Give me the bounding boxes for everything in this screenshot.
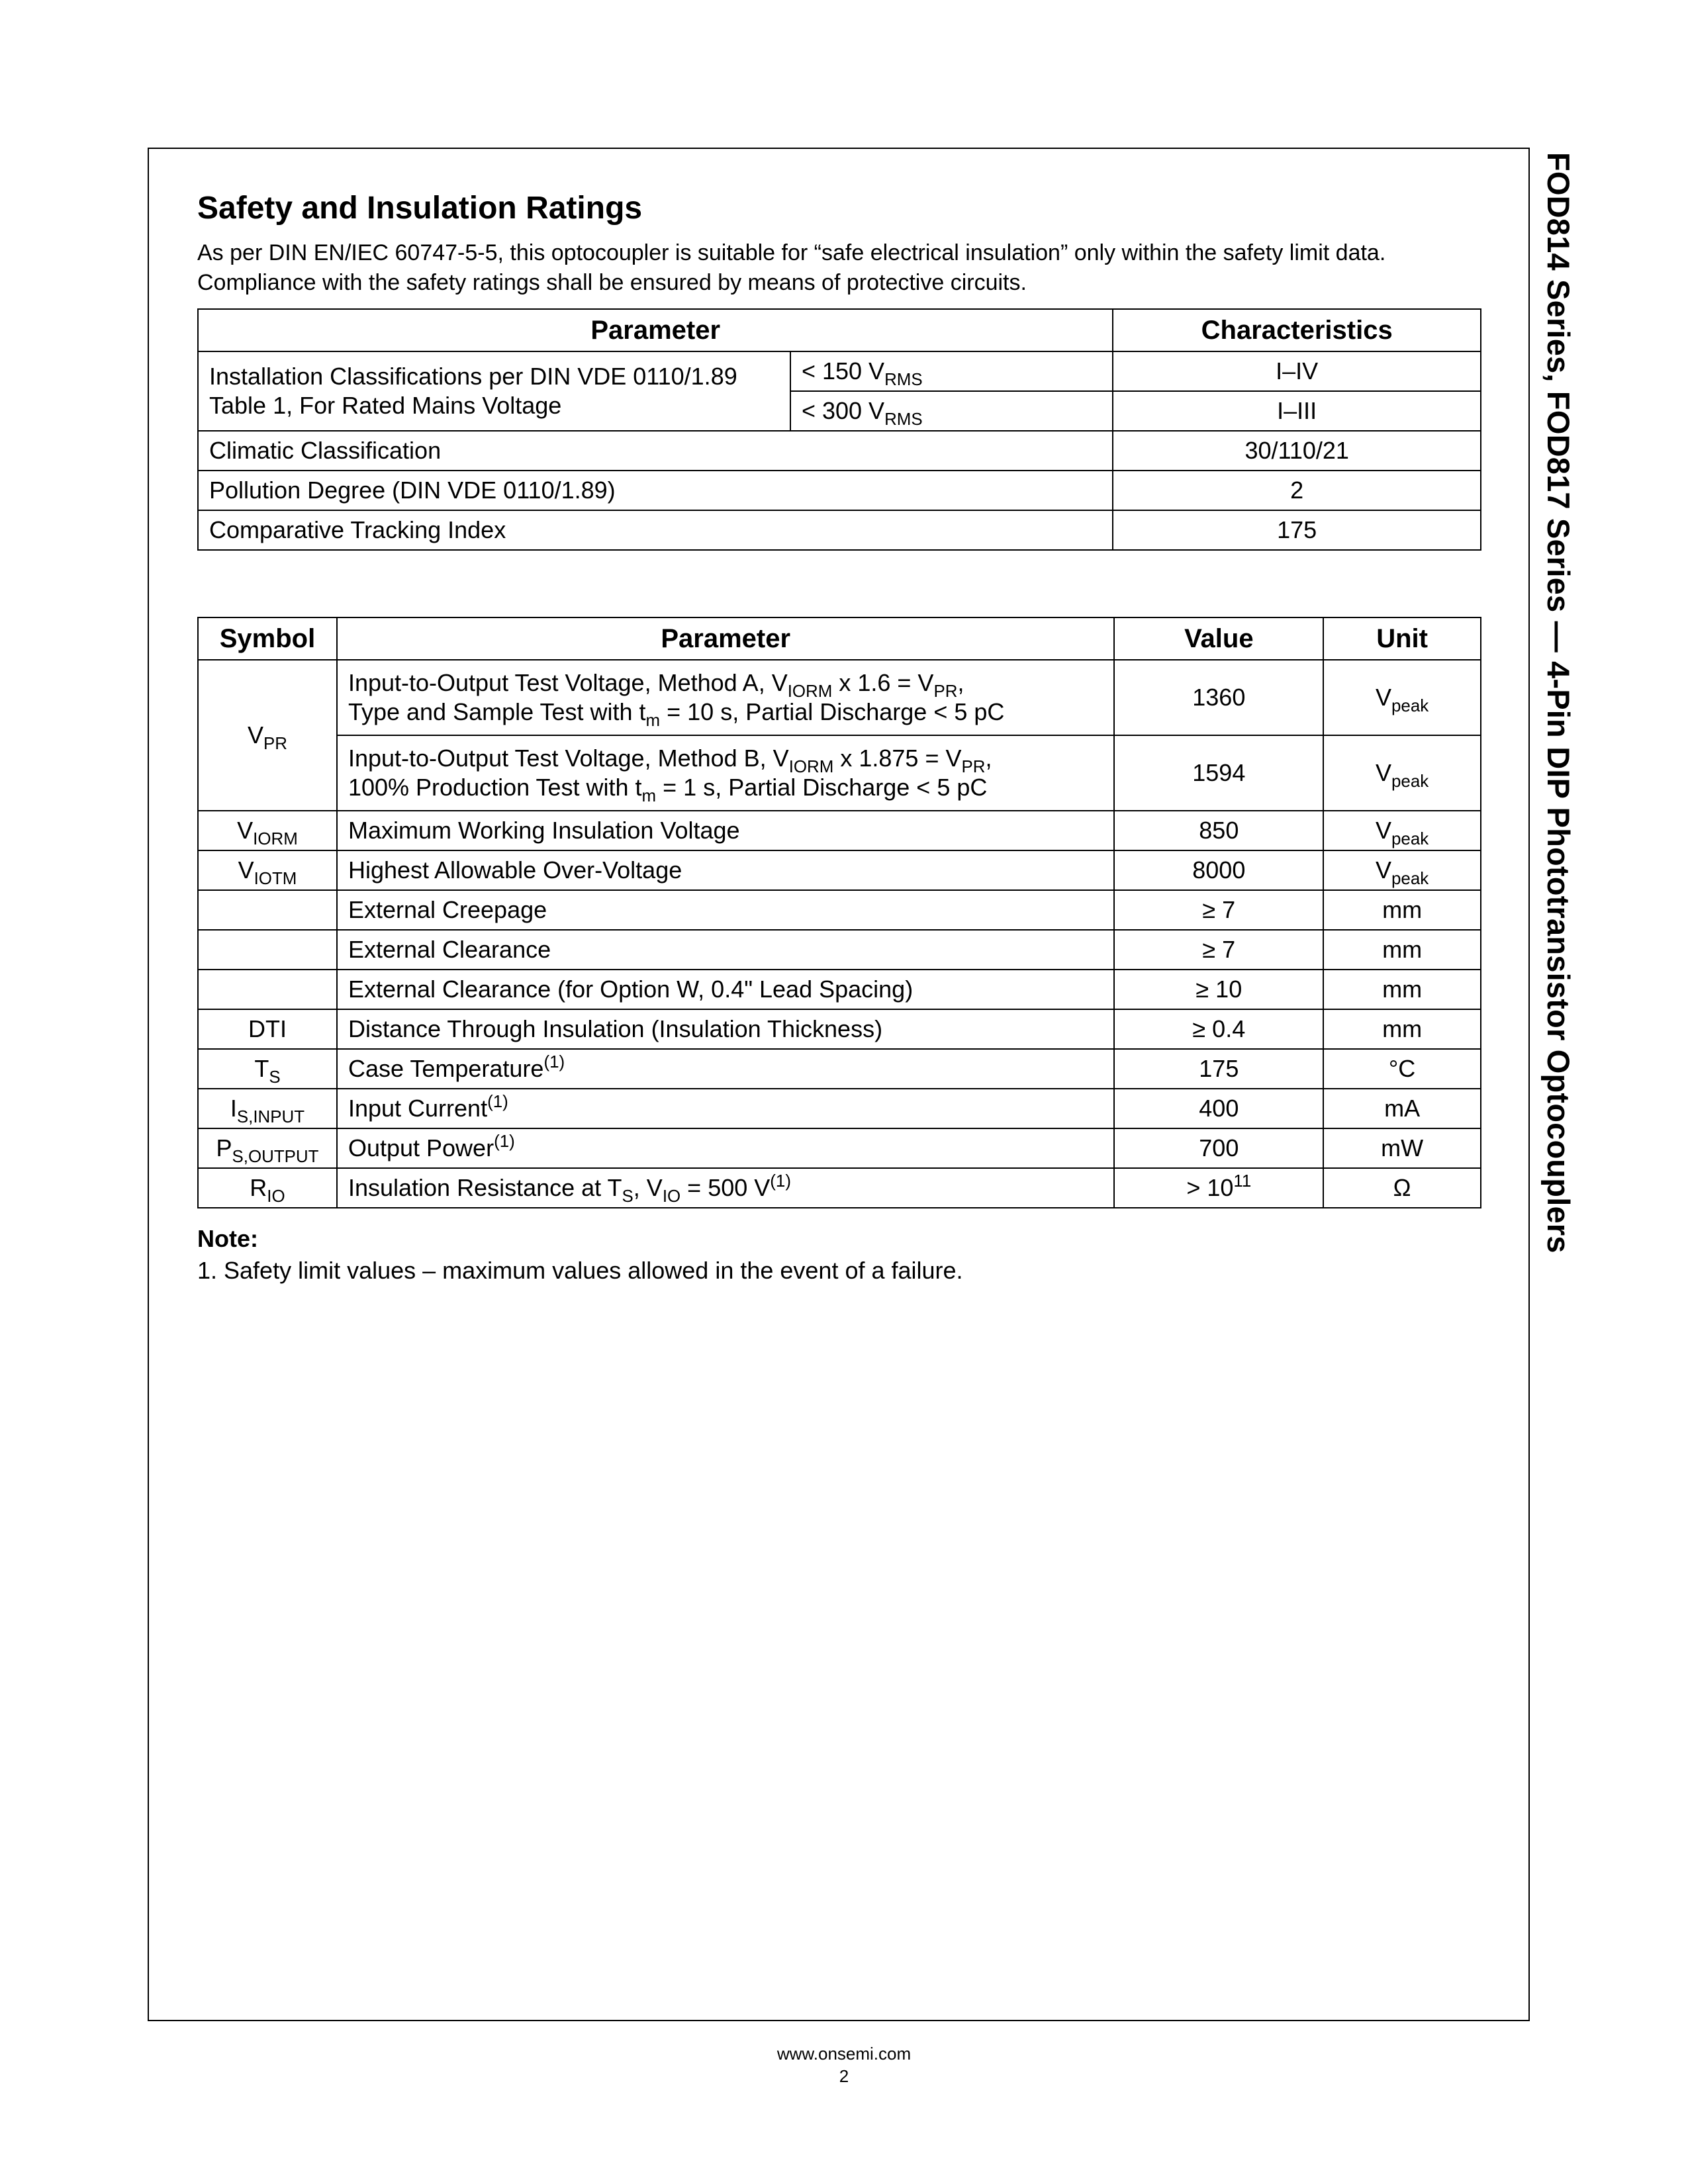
table-row bbox=[198, 1168, 1481, 1208]
table-header-row bbox=[198, 617, 1481, 660]
safety-limits-table bbox=[197, 617, 1481, 1208]
section-title: Safety and Insulation Ratings bbox=[197, 191, 643, 226]
value-viotm: 8000 bbox=[1114, 850, 1323, 890]
table-row bbox=[198, 510, 1481, 550]
unit-viotm: $V_{peak}$ bbox=[1323, 850, 1481, 890]
header-value: Value bbox=[1114, 617, 1323, 660]
unit-method-b: $V_{peak}$ bbox=[1323, 735, 1481, 811]
symbol-vpr: $V_{PR}$ bbox=[198, 660, 337, 811]
row-value: 175 bbox=[1113, 510, 1481, 550]
value-ts: 175 bbox=[1114, 1049, 1323, 1089]
side-title: FOD814 Series, FOD817 Series — 4-Pin DIP Phototransistor Optocouplers bbox=[1541, 152, 1576, 1253]
row-value: 2 bbox=[1113, 471, 1481, 510]
value-ps: 700 bbox=[1114, 1128, 1323, 1168]
header-parameter: Parameter bbox=[337, 617, 1115, 660]
unit-dti: mm bbox=[1323, 1009, 1481, 1049]
param-viotm: Highest Allowable Over-Voltage bbox=[337, 850, 1115, 890]
header-symbol: Symbol bbox=[198, 617, 337, 660]
symbol-ts: $T_S$ bbox=[198, 1049, 337, 1089]
unit-rio: Ω bbox=[1323, 1168, 1481, 1208]
symbol-empty bbox=[198, 890, 337, 930]
param-viorm: Maximum Working Insulation Voltage bbox=[337, 811, 1115, 850]
param-ts: Case Temperature$^{(1)}$ bbox=[337, 1049, 1115, 1089]
param-rio: Insulation Resistance at $T_S$, $V_{IO} = 500$ $V^{(1)}$ bbox=[337, 1168, 1115, 1208]
row-parameter: Climatic Classification bbox=[198, 431, 1113, 471]
table-row bbox=[198, 735, 1481, 811]
table-row bbox=[198, 431, 1481, 471]
insulation-classification-table bbox=[197, 308, 1481, 551]
value-rio: > $10^{11}$ bbox=[1114, 1168, 1323, 1208]
header-unit: Unit bbox=[1323, 617, 1481, 660]
unit-clearance-w: mm bbox=[1323, 970, 1481, 1009]
table-row bbox=[198, 930, 1481, 970]
header-characteristics: Characteristics bbox=[1113, 309, 1481, 351]
intro-paragraph: As per DIN EN/IEC 60747-5-5, this optocoupler is suitable for “safe electrical insulation” only within the safety limit data. Compliance with the safety ratings shall be ensured by means of protective circuits. bbox=[197, 240, 1386, 295]
table-row bbox=[198, 660, 1481, 735]
unit-creepage: mm bbox=[1323, 890, 1481, 930]
value-clearance: ≥ 7 bbox=[1114, 930, 1323, 970]
symbol-is: $I_{S,INPUT}$ bbox=[198, 1089, 337, 1128]
table-row bbox=[198, 1128, 1481, 1168]
header-parameter: Parameter bbox=[198, 309, 1113, 351]
symbol-ps: $P_{S,OUTPUT}$ bbox=[198, 1128, 337, 1168]
unit-clearance: mm bbox=[1323, 930, 1481, 970]
table-row bbox=[198, 811, 1481, 850]
table-row bbox=[198, 351, 1481, 391]
rated-voltage-300: < 300 $V_{RMS}$ bbox=[790, 391, 1113, 431]
unit-viorm: $V_{peak}$ bbox=[1323, 811, 1481, 850]
table-header-row bbox=[198, 309, 1481, 351]
row-value: 30/110/21 bbox=[1113, 431, 1481, 471]
value-method-b: 1594 bbox=[1114, 735, 1323, 811]
table-row bbox=[198, 850, 1481, 890]
note-item: 1. Safety limit values – maximum values allowed in the event of a failure. bbox=[197, 1257, 963, 1284]
param-clearance-w: External Clearance (for Option W, 0.4" Lead Spacing) bbox=[337, 970, 1115, 1009]
row-parameter: Pollution Degree (DIN VDE 0110/1.89) bbox=[198, 471, 1113, 510]
param-creepage: External Creepage bbox=[337, 890, 1115, 930]
table-row bbox=[198, 970, 1481, 1009]
note-heading: Note: bbox=[197, 1225, 258, 1252]
param-dti: Distance Through Insulation (Insulation Thickness) bbox=[337, 1009, 1115, 1049]
symbol-rio: $R_{IO}$ bbox=[198, 1168, 337, 1208]
symbol-empty bbox=[198, 970, 337, 1009]
param-method-b: Input-to-Output Test Voltage, Method B, $V_{IORM}$ x $1.875 = V_{PR}$, 100% Production Test with $t_m = 1$ s, Partial Discharge < 5 pC bbox=[337, 735, 1115, 811]
value-method-a: 1360 bbox=[1114, 660, 1323, 735]
value-clearance-w: ≥ 10 bbox=[1114, 970, 1323, 1009]
rated-voltage-150: < 150 $V_{RMS}$ bbox=[790, 351, 1113, 391]
unit-ps: mW bbox=[1323, 1128, 1481, 1168]
page-content bbox=[197, 185, 1481, 1287]
param-clearance: External Clearance bbox=[337, 930, 1115, 970]
table-row bbox=[198, 471, 1481, 510]
table-row bbox=[198, 890, 1481, 930]
value-dti: ≥ 0.4 bbox=[1114, 1009, 1323, 1049]
installation-classification-label: Installation Classifications per DIN VDE 0110/1.89 Table 1, For Rated Mains Voltage bbox=[198, 351, 790, 431]
symbol-dti: DTI bbox=[198, 1009, 337, 1049]
symbol-viotm: $V_{IOTM}$ bbox=[198, 850, 337, 890]
class-value: I–III bbox=[1113, 391, 1481, 431]
param-ps: Output Power$^{(1)}$ bbox=[337, 1128, 1115, 1168]
table-row bbox=[198, 1009, 1481, 1049]
symbol-viorm: $V_{IORM}$ bbox=[198, 811, 337, 850]
value-viorm: 850 bbox=[1114, 811, 1323, 850]
footer-url: www.onsemi.com bbox=[776, 2044, 912, 2064]
unit-is: mA bbox=[1323, 1089, 1481, 1128]
table-row bbox=[198, 1049, 1481, 1089]
value-creepage: ≥ 7 bbox=[1114, 890, 1323, 930]
class-value: I–IV bbox=[1113, 351, 1481, 391]
unit-method-a: $V_{peak}$ bbox=[1323, 660, 1481, 735]
symbol-empty bbox=[198, 930, 337, 970]
param-is: Input Current$^{(1)}$ bbox=[337, 1089, 1115, 1128]
table-row bbox=[198, 1089, 1481, 1128]
footer-page-number: 2 bbox=[839, 2066, 849, 2086]
param-method-a: Input-to-Output Test Voltage, Method A, $V_{IORM}$ x $1.6 = V_{PR}$, Type and Sample Test with $t_m = 10$ s, Partial Discharge < 5 pC bbox=[337, 660, 1115, 735]
unit-ts: °C bbox=[1323, 1049, 1481, 1089]
row-parameter: Comparative Tracking Index bbox=[198, 510, 1113, 550]
value-is: 400 bbox=[1114, 1089, 1323, 1128]
